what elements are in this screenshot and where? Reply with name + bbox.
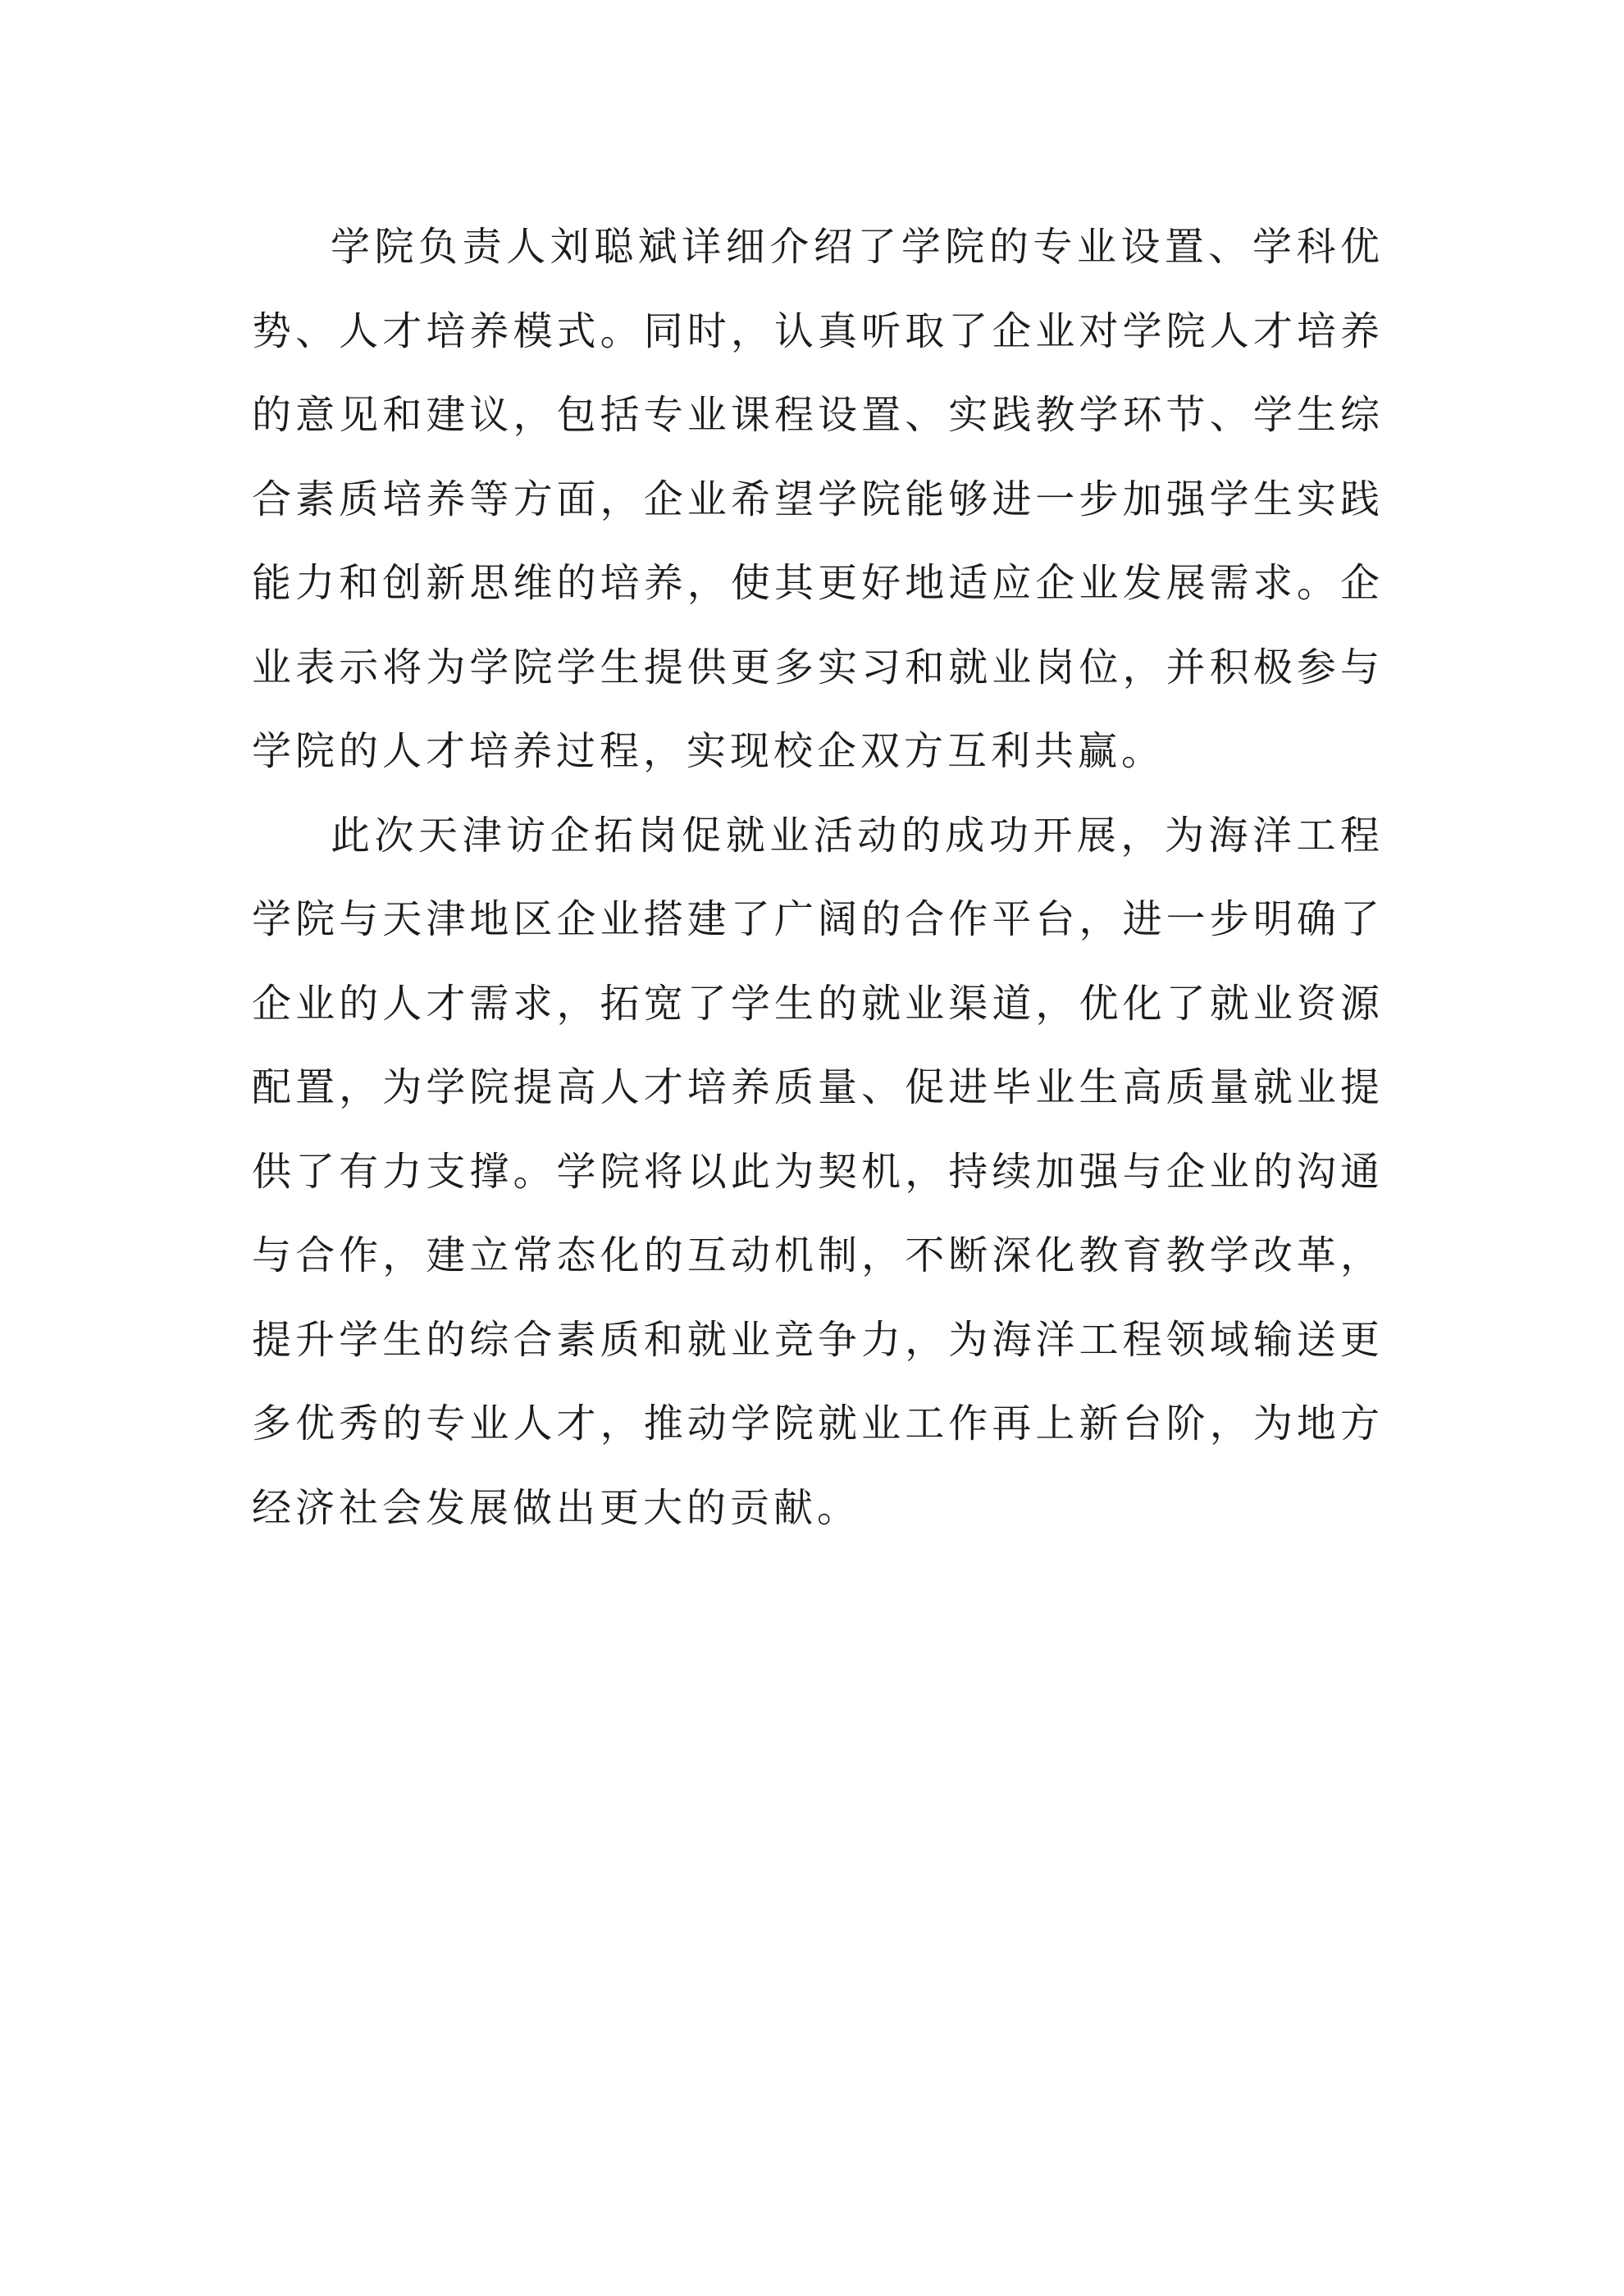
body-text [252,205,1384,1550]
paragraph-1: 学院负责人刘聪斌详细介绍了学院的专业设置、学科优势、人才培养模式。同时，认真听取了企业对学院人才培养的意见和建议，包括专业课程设置、实践教学环节、学生综合素质培养等方面，企业希望学院能够进一步加强学生实践能力和创新思维的培养，使其更好地适应企业发展需求。企业表示将为学院学生提供更多实习和就业岗位，并积极参与学院的人才培养过程，实现校企双方互利共赢。 [252,224,1384,774]
paragraph-2: 此次天津访企拓岗促就业活动的成功开展，为海洋工程学院与天津地区企业搭建了广阔的合作平台，进一步明确了企业的人才需求，拓宽了学生的就业渠道，优化了就业资源配置，为学院提高人才培养质量、促进毕业生高质量就业提供了有力支撑。学院将以此为契机，持续加强与企业的沟通与合作，建立常态化的互动机制，不断深化教育教学改革，提升学生的综合素质和就业竞争力，为海洋工程领域输送更多优秀的专业人才，推动学院就业工作再上新台阶，为地方经济社会发展做出更大的贡献。 [252,812,1384,1531]
